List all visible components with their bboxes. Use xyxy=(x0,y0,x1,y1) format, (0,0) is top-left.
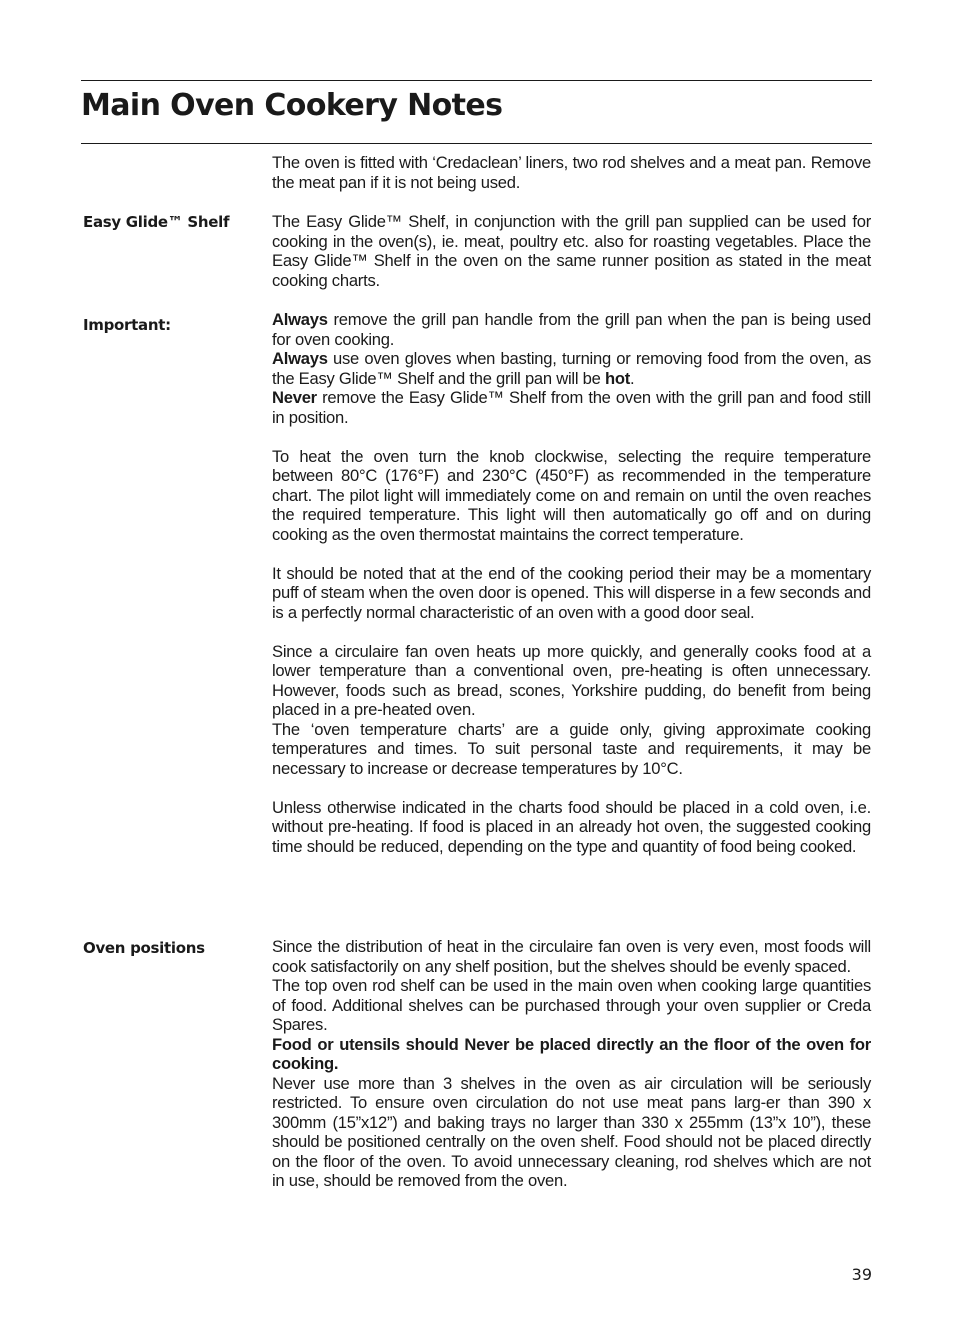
page-title: Main Oven Cookery Notes xyxy=(81,88,503,123)
preheat-paragraph: Since a circulaire fan oven heats up more quickly, and generally cooks food at a lower temperature than a conventional oven, pre-heating is often unnecessary. However, foods such as bread, scones, Yorkshire pudding, do benefit from being placed in a pre-heated oven. xyxy=(272,641,871,719)
always-bold: Always xyxy=(272,349,328,368)
oven-positions-section xyxy=(272,937,871,1191)
important-always-gloves: Always use oven gloves when basting, turning or removing food from the oven, as the Easy Glide™ Shelf and the grill pan will be hot. xyxy=(272,349,871,388)
positions-paragraph: Since the distribution of heat in the circulaire fan oven is very even, most foods will cook satisfactorily on any shelf position, but the shelves should be evenly spaced. xyxy=(272,937,871,976)
page-number: 39 xyxy=(851,1265,872,1284)
label-easy-glide-shelf: Easy Glide™ Shelf xyxy=(83,213,230,231)
easy-glide-paragraph: The Easy Glide™ Shelf, in conjunction with the grill pan supplied can be used for cooking in the oven(s), ie. meat, poultry etc. also for roasting vegetables. Place the Easy Glide™ Shelf in the oven on the same runner position as stated in the meat cooking charts. xyxy=(272,212,871,290)
label-oven-positions: Oven positions xyxy=(83,939,205,957)
never-bold: Never xyxy=(272,388,317,407)
easy-glide-section xyxy=(272,212,871,290)
important-always-handle: Always remove the grill pan handle from the grill pan when the pan is being used for oven cooking. xyxy=(272,310,871,349)
always-bold: Always xyxy=(272,310,328,329)
important-never-remove: Never remove the Easy Glide™ Shelf from the oven with the grill pan and food still in position. xyxy=(272,388,871,427)
temperature-chart-paragraph: The ‘oven temperature charts’ are a guide only, giving approximate cooking temperatures and times. To suit personal taste and requirements, it may be necessary to increase or decrease temperatures by 10°C. xyxy=(272,719,871,778)
floor-warning: Food or utensils should Never be placed directly an the floor of the oven for cooking. xyxy=(272,1034,871,1073)
header-rule-top xyxy=(81,80,872,81)
shelves-limit-paragraph: Never use more than 3 shelves in the oven as air circulation will be seriously restricted. To ensure oven circulation do not use meat pans larg-er than 390 x 300mm (15”x12”) and baking trays no larger than 330 x 255mm (13”x 10”), these should be positioned centrally on the oven shelf. Food should not be placed directly on the floor of the oven. To avoid unnecessary cleaning, rod shelves which are not in use, should be removed from the oven. xyxy=(272,1073,871,1190)
header-rule-bottom xyxy=(81,143,872,144)
steam-paragraph: It should be noted that at the end of the cooking period their may be a momentary puff of steam when the oven door is opened. This will disperse in a few seconds and is a perfectly normal characteristic of an oven with a good door seal. xyxy=(272,563,871,622)
hot-bold: hot xyxy=(604,368,631,388)
label-important: Important: xyxy=(83,316,171,334)
intro-section xyxy=(272,153,871,192)
important-section xyxy=(272,310,871,856)
intro-paragraph: The oven is fitted with ‘Credaclean’ liners, two rod shelves and a meat pan. Remove the meat pan if it is not being used. xyxy=(272,153,871,192)
cold-oven-paragraph: Unless otherwise indicated in the charts food should be placed in a cold oven, i.e. without pre-heating. If food is placed in an already hot oven, the suggested cooking time should be reduced, depending on the type and quantity of food being cooked. xyxy=(272,797,871,856)
top-shelf-paragraph: The top oven rod shelf can be used in the main oven when cooking large quantities of food. Additional shelves can be purchased through your oven supplier or Creda Spares. xyxy=(272,976,871,1034)
heating-paragraph: To heat the oven turn the knob clockwise, selecting the require temperature between 80°C (176°F) and 230°C (450°F) as recommended in the temperature chart. The pilot light will immediately come on and remain on until the oven reaches the required temperature. This light will then automatically go off and on during cooking as the oven thermostat maintains the correct temperature. xyxy=(272,446,871,544)
